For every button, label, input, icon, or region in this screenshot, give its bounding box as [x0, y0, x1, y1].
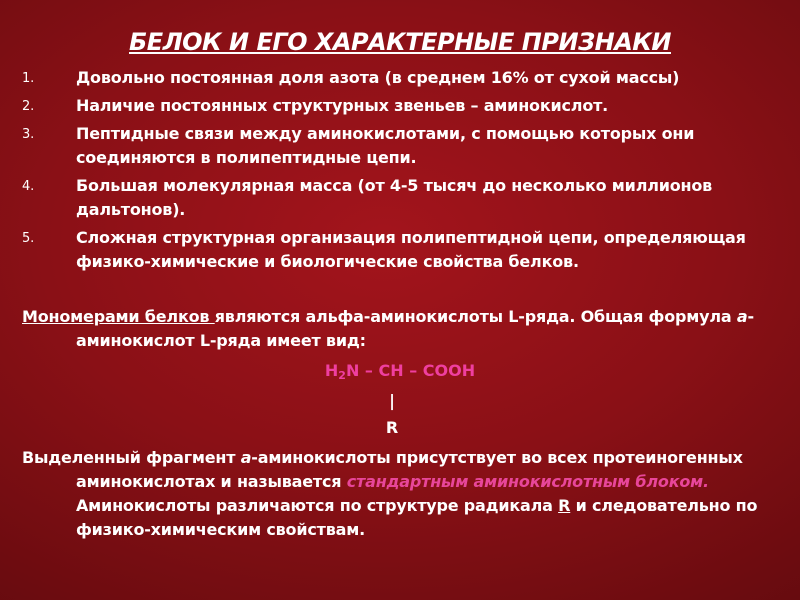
list-item	[0, 174, 800, 222]
list-item	[0, 122, 800, 170]
list-item-number: 5.	[22, 231, 35, 246]
fragment-paragraph	[22, 446, 800, 542]
formula-rest: N – CH – COOH	[345, 361, 476, 380]
slide-title: БЕЛОК И ЕГО ХАРАКТЕРНЫЕ ПРИЗНАКИ	[129, 28, 671, 56]
radical-symbol: R	[558, 496, 571, 515]
list-item-text: Пептидные связи между аминокислотами, с помощью которых они соединяются в полипептидные цепи.	[76, 124, 695, 167]
list-item-number: 4.	[22, 179, 35, 194]
monomers-text-1: являются альфа-аминокислоты L-ряда. Общая формула	[214, 307, 737, 326]
list-item	[0, 226, 800, 274]
amino-acid-formula	[0, 359, 800, 383]
monomers-text-2: -аминокислот L-ряда имеет вид:	[76, 307, 754, 350]
fragment-text-2: -аминокислоты присутствует во всех протеиногенных аминокислотах и называется	[76, 448, 743, 491]
list-item-text: Большая молекулярная масса (от 4-5 тысяч до несколько миллионов дальтонов).	[76, 176, 713, 219]
monomers-paragraph	[22, 305, 800, 353]
list-item-number: 2.	[22, 99, 35, 114]
list-item-text: Сложная структурная организация полипептидной цепи, определяющая физико-химические и биологические свойства белков.	[76, 228, 746, 271]
formula-radical: R	[385, 418, 399, 437]
fragment-text-1: Выделенный фрагмент	[22, 448, 241, 467]
fragment-text-4: и следовательно по физико-химическим свойствам.	[76, 496, 758, 539]
formula-subscript: 2	[338, 369, 346, 382]
list-item-number: 1.	[22, 71, 35, 86]
monomers-term: Мономерами белков	[22, 307, 215, 326]
feature-list	[0, 66, 800, 278]
fragment-text-3: Аминокислоты различаются по структуре радикала	[76, 496, 559, 515]
alpha-symbol: a	[736, 307, 748, 326]
list-item	[0, 66, 800, 90]
list-item-text: Довольно постоянная доля азота (в среднем 16% от сухой массы)	[76, 68, 680, 87]
alpha-symbol: a	[240, 448, 252, 467]
list-item-number: 3.	[22, 127, 35, 142]
list-item	[0, 94, 800, 118]
formula-bond-bar: |	[389, 391, 395, 410]
standard-block-term: стандартным аминокислотным блоком.	[346, 472, 709, 491]
formula-h: H	[324, 361, 339, 380]
list-item-text: Наличие постоянных структурных звеньев – аминокислот.	[76, 96, 609, 115]
